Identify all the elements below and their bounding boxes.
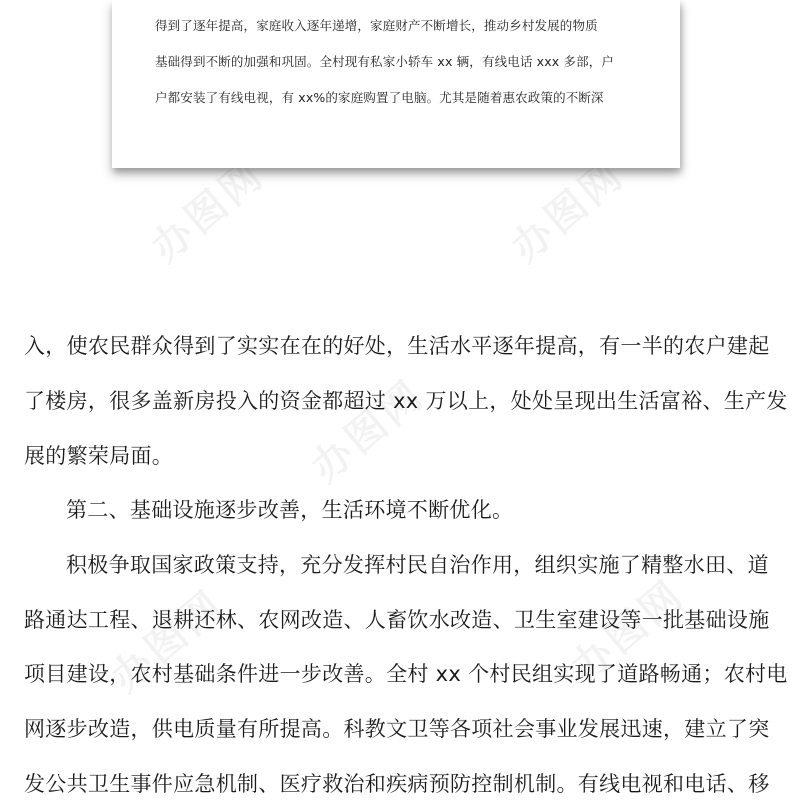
- section-heading: 第二、基础设施逐步改善，生活环境不断优化。: [66, 498, 514, 522]
- watermark-3: 办图网: [302, 371, 434, 492]
- card-text-line: 户都安装了有线电视，有 xx%的家庭购置了电脑。尤其是随着惠农政策的不断深: [155, 90, 604, 105]
- watermark-1: 办图网: [142, 151, 274, 272]
- watermark-4: 办图网: [102, 581, 234, 702]
- body-text-line: 项目建设，农村基础条件进一步改善。全村 xx 个村民组实现了道路畅通；农村电: [24, 662, 788, 686]
- card-text-line: 得到了逐年提高，家庭收入逐年递增，家庭财产不断增长，推动乡村发展的物质: [155, 18, 598, 33]
- card-text-line: 基础得到不断的加强和巩固。全村现有私家小轿车 xx 辆，有线电话 xxx 多部，户: [155, 54, 615, 69]
- body-text-line: 路通达工程、退耕还林、农网改造、人畜饮水改造、卫生室建设等一批基础设施: [24, 608, 770, 632]
- watermark-5: 办图网: [562, 571, 694, 692]
- watermark-2: 办图网: [502, 151, 634, 272]
- body-text-line: 入，使农民群众得到了实实在在的好处，生活水平逐年提高，有一半的农户建起: [24, 334, 770, 358]
- body-text-line: 了楼房，很多盖新房投入的资金都超过 xx 万以上，处处呈现出生活富裕、生产发: [24, 389, 788, 413]
- body-text-line: 积极争取国家政策支持，充分发挥村民自治作用，组织实施了精整水田、道: [66, 553, 769, 577]
- body-text-line: 展的繁荣局面。: [24, 444, 174, 468]
- body-text-line: 网逐步改造，供电质量有所提高。科教文卫等各项社会事业发展迅速，建立了突: [24, 717, 770, 741]
- body-text-line: 发公共卫生事件应急机制、医疗救治和疾病预防控制机制。有线电视和电话、移: [24, 772, 770, 796]
- document-preview-card: [112, 0, 680, 168]
